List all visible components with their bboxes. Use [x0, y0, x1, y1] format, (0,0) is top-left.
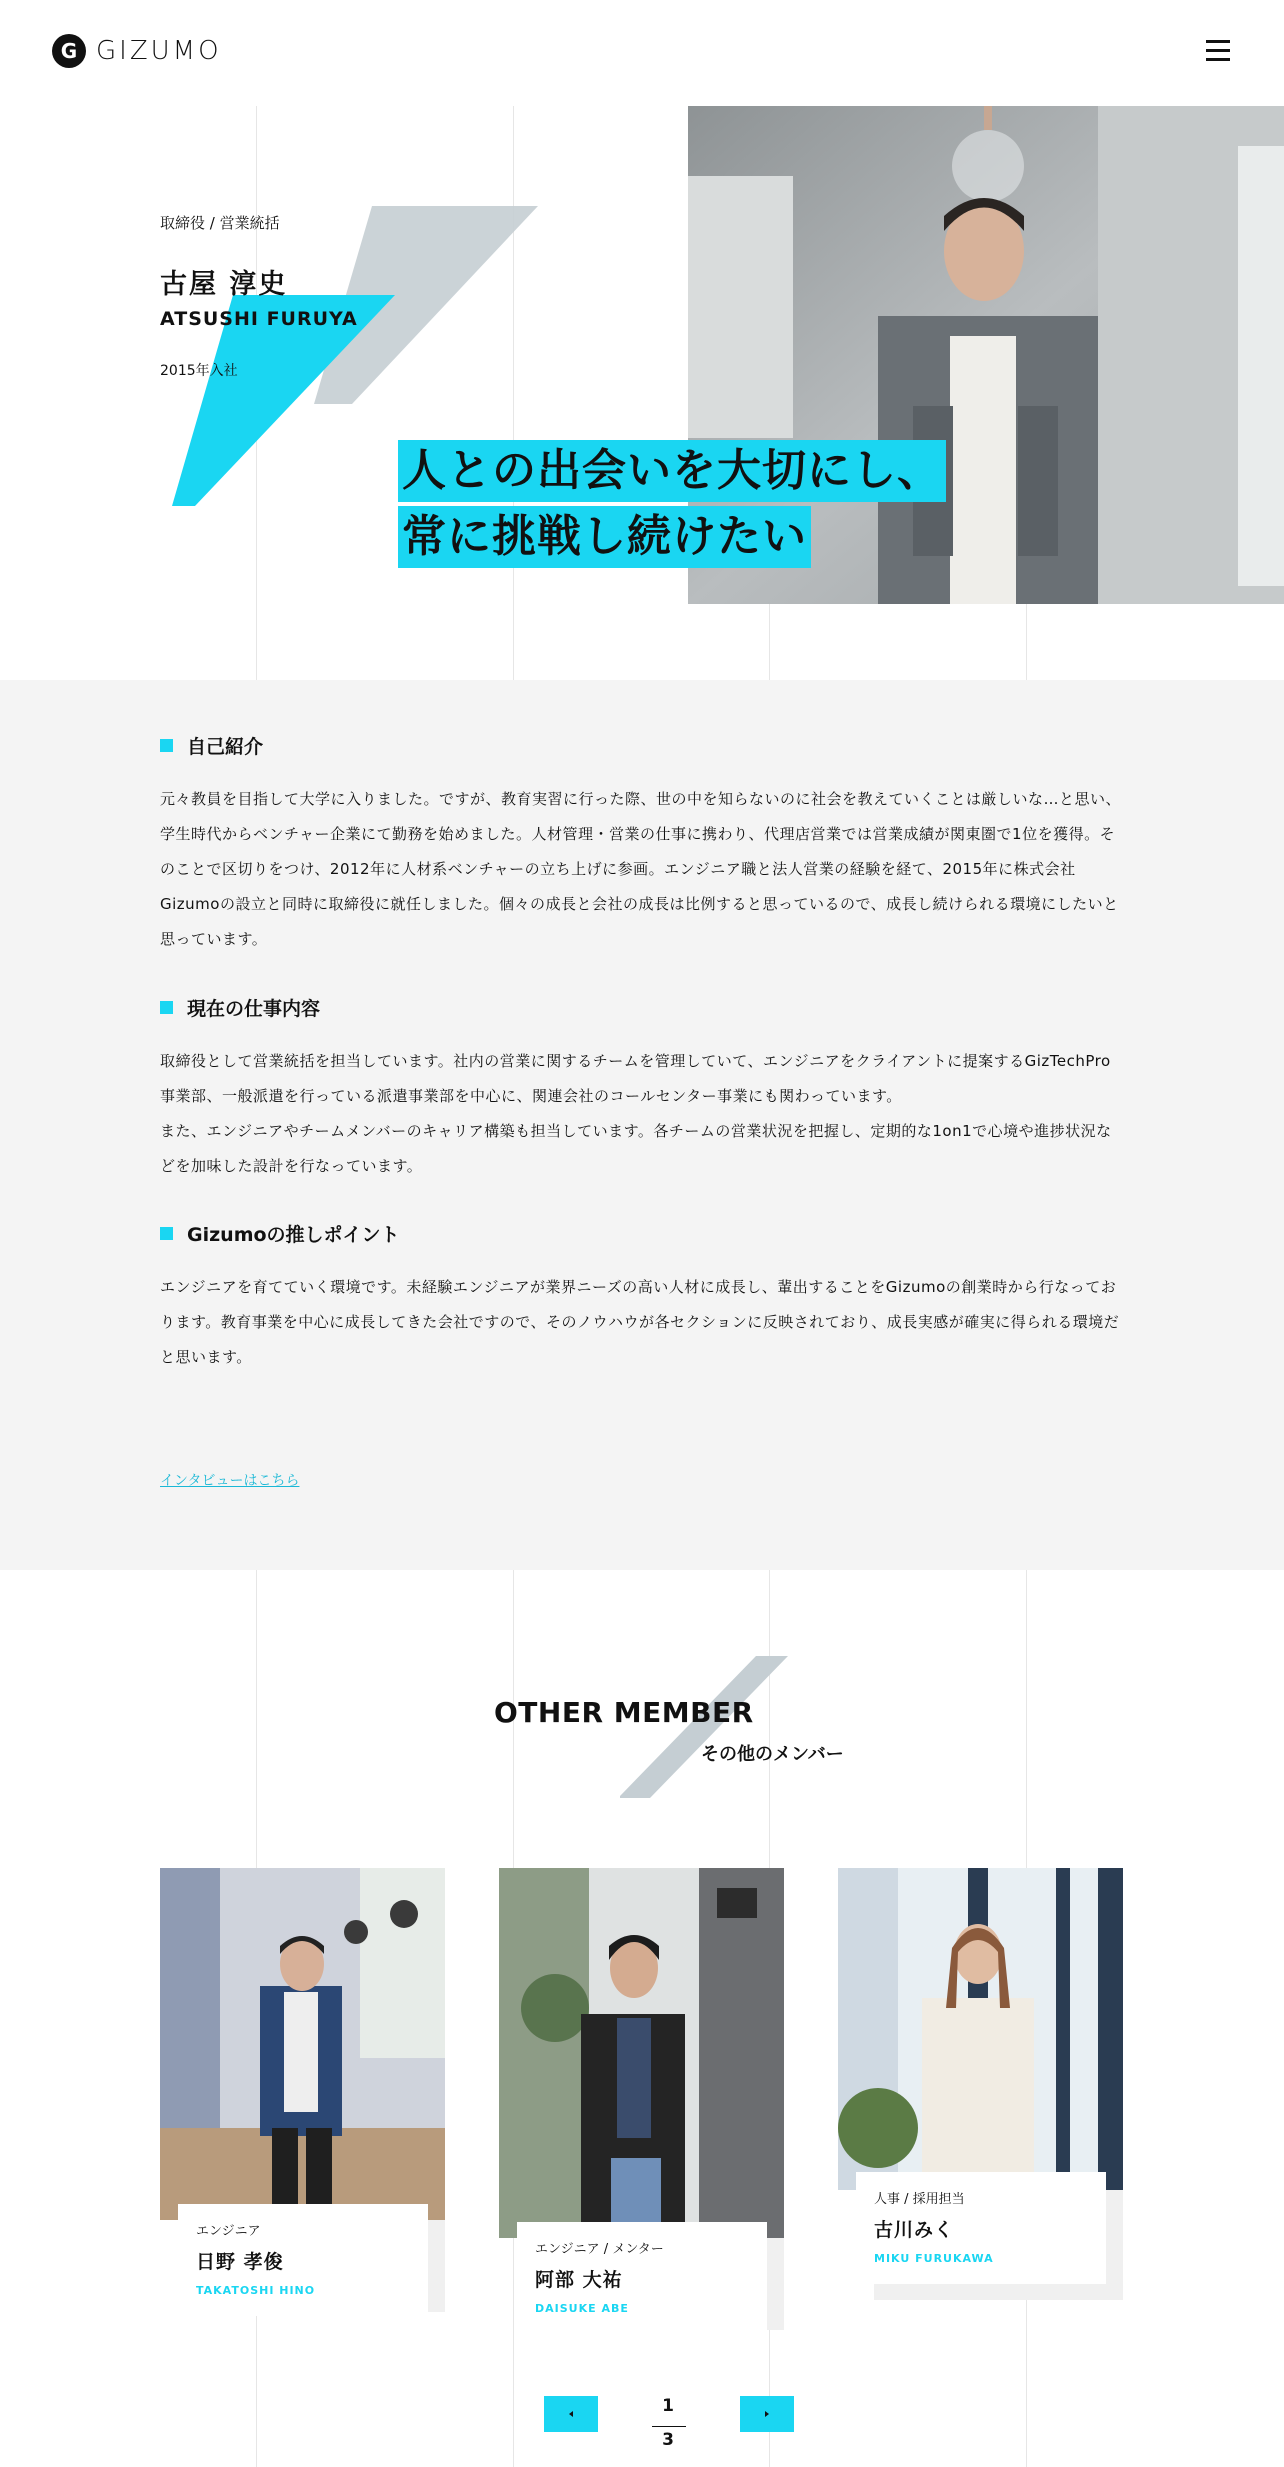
- member-card-photo: [160, 1868, 445, 2220]
- member-card[interactable]: [160, 1868, 445, 2338]
- member-card-info: [178, 2204, 428, 2316]
- work-paragraph-1: 取締役として営業統括を担当しています。社内の営業に関するチームを管理していて、エンジニアをクライアントに提案するGizTechPro事業部、一般派遣を行っている派遣事業部を中心に、関連会社のコールセンター事業にも関わっています。: [160, 1052, 1111, 1105]
- member-name-en: ATSUSHI FURUYA: [160, 308, 358, 330]
- other-members: [0, 1570, 1284, 2467]
- logo-text: GIZUMO: [96, 36, 222, 66]
- hamburger-menu-icon[interactable]: [1206, 40, 1230, 62]
- member-headline: [398, 440, 946, 572]
- headline-line-1: 人との出会いを大切にし、: [398, 440, 946, 502]
- other-member-subtitle: その他のメンバー: [701, 1744, 844, 1765]
- member-card-name-en: TAKATOSHI HINO: [196, 2284, 316, 2297]
- bullet-square-icon: [160, 1227, 173, 1240]
- member-name-jp: 古屋 淳史: [160, 269, 288, 300]
- bullet-square-icon: [160, 1001, 173, 1014]
- section-title-work: [160, 994, 320, 1021]
- work-paragraph-2: また、エンジニアやチームメンバーのキャリア構築も担当しています。各チームの営業状況を把握し、定期的な1on1で心境や進捗状況などを加味した設計を行なっています。: [160, 1122, 1112, 1175]
- section-title-intro: [160, 732, 263, 759]
- intro-paragraph: 元々教員を目指して大学に入りました。ですが、教育実習に行った際、世の中を知らないのに社会を教えていくことは厳しいな…と思い、学生時代からベンチャー企業にて勤務を始めました。人材管理・営業の仕事に携わり、代理店営業では営業成績が関東圏で1位を獲得。そのことで区切りをつけ、2012年に人材系ベンチャーの立ち上げに参画。エンジニア職と法人営業の経験を経て、2015年に株式会社Gizumoの設立と同時に取締役に就任しました。個々の成長と会社の成長は比例すると思っているので、成長し続けられる環境にしたいと思っています。: [160, 790, 1122, 948]
- member-card-role: エンジニア: [196, 2224, 261, 2239]
- member-pager: [0, 2396, 1284, 2450]
- next-arrow-icon[interactable]: [740, 2396, 794, 2432]
- member-role: 取締役 / 営業統括: [160, 214, 280, 232]
- profile-details: [0, 680, 1284, 1570]
- other-member-title: OTHER MEMBER: [494, 1696, 754, 1729]
- member-card-name-en: DAISUKE ABE: [535, 2302, 629, 2315]
- section-title-text: 現在の仕事内容: [187, 998, 321, 1020]
- member-card[interactable]: [499, 1868, 784, 2358]
- member-card-role: 人事 / 採用担当: [874, 2192, 965, 2207]
- member-card-name-en: MIKU FURUKAWA: [874, 2252, 994, 2265]
- member-card-name: 古川みく: [874, 2219, 955, 2241]
- section-title-text: Gizumoの推しポイント: [187, 1224, 400, 1246]
- logo-mark-icon: G: [52, 34, 86, 68]
- point-paragraph: エンジニアを育てていく環境です。未経験エンジニアが業界ニーズの高い人材に成長し、輩出することをGizumoの創業時から行なっております。教育事業を中心に成長してきた会社ですので、そのノウハウが各セクションに反映されており、成長実感が確実に得られる環境だと思います。: [160, 1278, 1120, 1366]
- section-title-point: [160, 1220, 400, 1247]
- site-logo[interactable]: [52, 34, 222, 68]
- section-title-text: 自己紹介: [187, 736, 264, 758]
- member-joined-year: 2015年入社: [160, 363, 238, 379]
- member-card-info: [517, 2222, 767, 2334]
- member-card-role: エンジニア / メンター: [535, 2242, 664, 2257]
- prev-arrow-icon[interactable]: [544, 2396, 598, 2432]
- interview-link[interactable]: インタビューはこちら: [160, 1473, 300, 1489]
- member-card-name: 日野 孝俊: [196, 2251, 284, 2273]
- pager-divider: [652, 2426, 686, 2427]
- member-card[interactable]: [838, 1868, 1123, 2308]
- bullet-square-icon: [160, 739, 173, 752]
- pager-current: 1: [662, 2396, 674, 2416]
- site-header: [0, 0, 1284, 106]
- headline-line-2: 常に挑戦し続けたい: [398, 506, 811, 568]
- profile-hero: [0, 106, 1284, 680]
- member-card-info: [856, 2172, 1106, 2284]
- member-card-photo: [838, 1868, 1123, 2190]
- member-card-photo: [499, 1868, 784, 2238]
- member-card-name: 阿部 大祐: [535, 2269, 623, 2291]
- pager-total: 3: [662, 2430, 674, 2450]
